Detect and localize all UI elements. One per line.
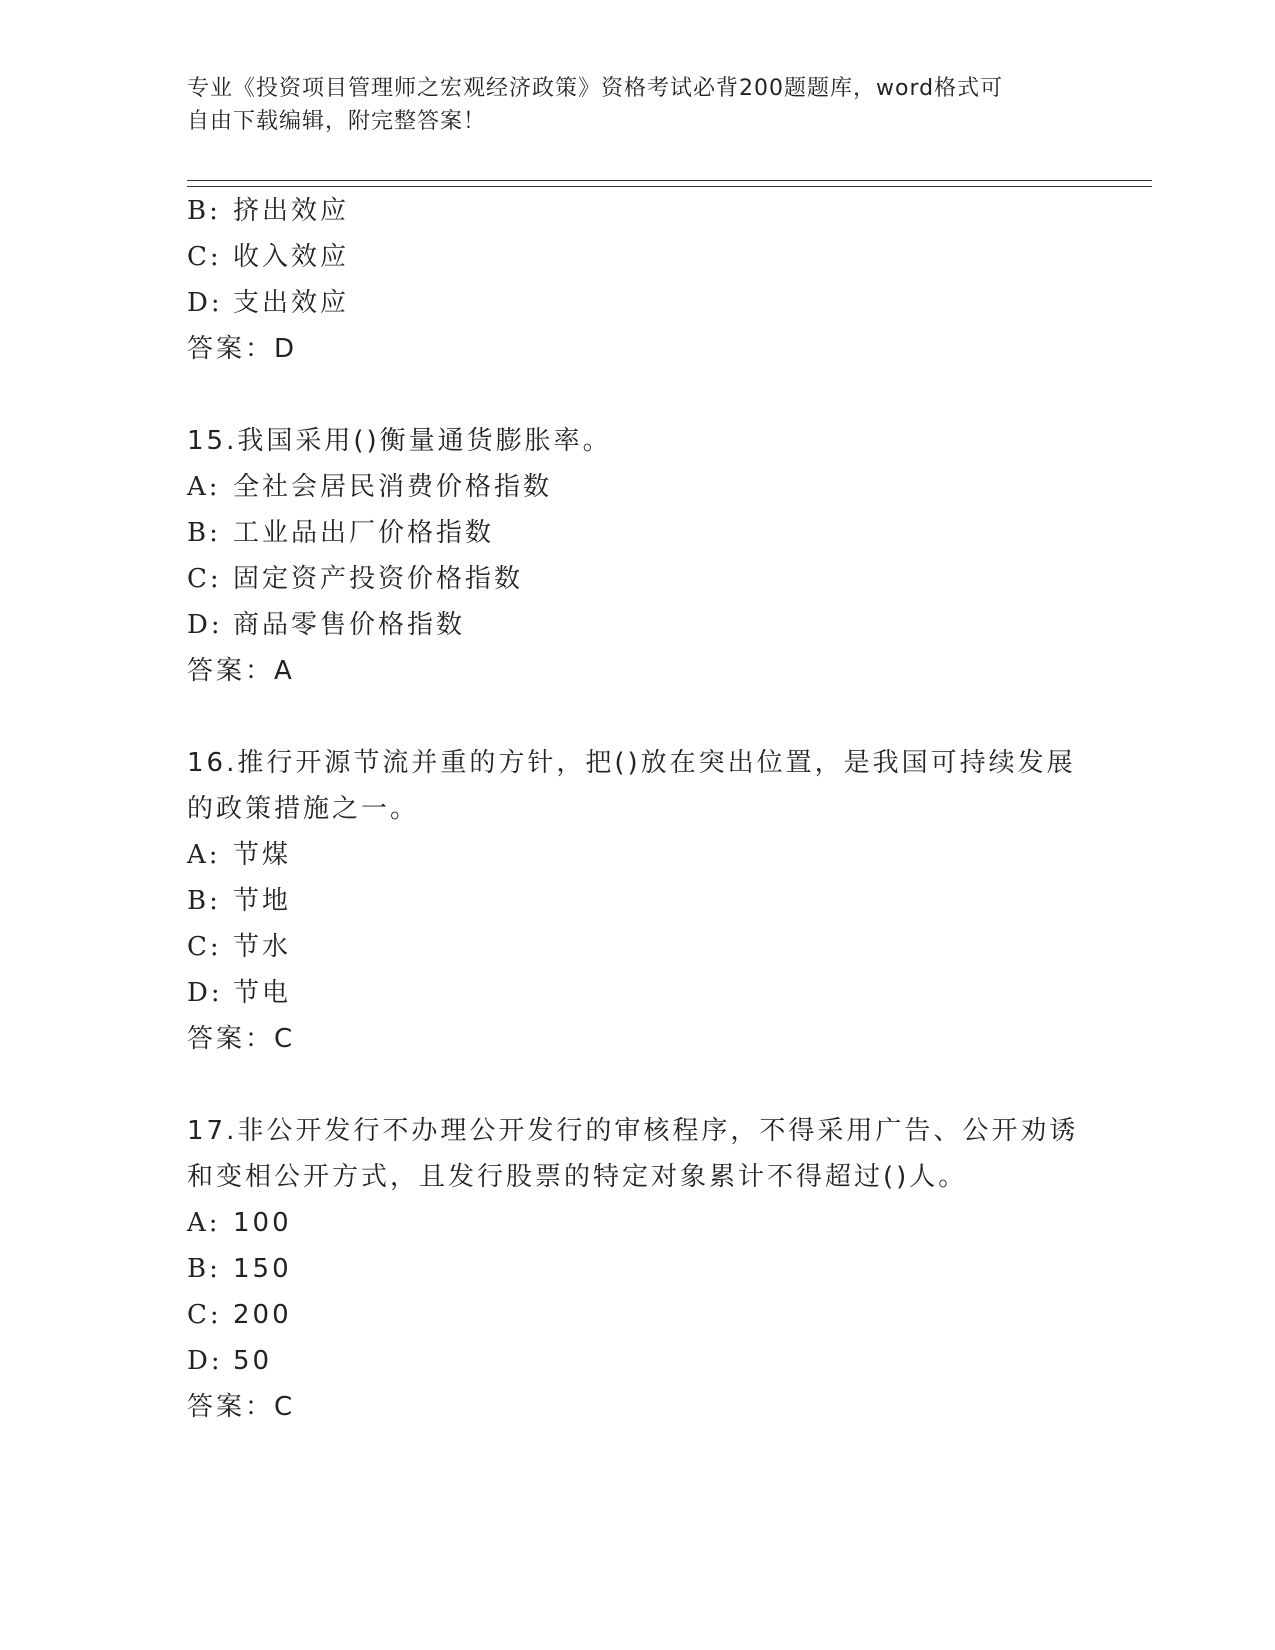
option-letter: B: — [187, 196, 221, 226]
option-a — [187, 464, 1087, 510]
header-rule-bottom — [187, 186, 1152, 187]
header-rule-top — [187, 180, 1152, 181]
question-list — [187, 188, 1087, 1430]
option-text: 节煤 — [233, 840, 292, 870]
question-partial — [187, 188, 1087, 372]
answer-line: 答案：A — [187, 656, 295, 686]
option-text: 固定资产投资价格指数 — [233, 564, 524, 594]
option-b — [187, 188, 1087, 234]
option-text: 商品零售价格指数 — [233, 610, 466, 640]
option-letter: B: — [187, 518, 221, 548]
option-letter: B: — [187, 1254, 221, 1284]
answer-line: 答案：C — [187, 1392, 296, 1422]
option-text: 全社会居民消费价格指数 — [233, 472, 553, 502]
option-text: 节水 — [233, 932, 292, 962]
option-letter: C: — [187, 1300, 222, 1330]
option-c — [187, 234, 1087, 280]
option-text: 工业品出厂价格指数 — [233, 518, 495, 548]
question-15 — [187, 418, 1087, 694]
option-d — [187, 280, 1087, 326]
option-letter: D: — [187, 978, 223, 1008]
option-b — [187, 510, 1087, 556]
question-17 — [187, 1108, 1087, 1430]
page-header — [187, 72, 1067, 138]
option-b — [187, 1246, 1087, 1292]
option-b — [187, 878, 1087, 924]
option-text: 节地 — [233, 886, 292, 916]
option-text: 150 — [233, 1254, 292, 1284]
option-letter: C: — [187, 242, 222, 272]
question-stem-line-1: 16.推行开源节流并重的方针，把()放在突出位置，是我国可持续发展 — [187, 748, 1076, 778]
option-d — [187, 970, 1087, 1016]
option-a — [187, 1200, 1087, 1246]
option-c — [187, 1292, 1087, 1338]
header-line-1: 专业《投资项目管理师之宏观经济政策》资格考试必背200题题库，word格式可 — [187, 76, 1004, 101]
option-d — [187, 1338, 1087, 1384]
option-text: 收入效应 — [233, 242, 350, 272]
option-letter: A: — [187, 472, 221, 502]
option-text: 挤出效应 — [233, 196, 350, 226]
question-stem-line-1: 17.非公开发行不办理公开发行的审核程序，不得采用广告、公开劝诱 — [187, 1116, 1079, 1146]
option-letter: D: — [187, 288, 223, 318]
option-letter: C: — [187, 564, 222, 594]
answer-line: 答案：D — [187, 334, 298, 364]
option-text: 200 — [233, 1300, 292, 1330]
option-letter: C: — [187, 932, 222, 962]
answer-line: 答案：C — [187, 1024, 296, 1054]
option-a — [187, 832, 1087, 878]
option-text: 节电 — [233, 978, 292, 1008]
question-16 — [187, 740, 1087, 1062]
question-stem: 15.我国采用()衡量通货膨胀率。 — [187, 426, 612, 456]
header-line-2: 自由下载编辑，附完整答案！ — [187, 109, 487, 134]
question-stem-line-2: 和变相公开方式，且发行股票的特定对象累计不得超过()人。 — [187, 1162, 968, 1192]
question-stem-line-2: 的政策措施之一。 — [187, 794, 420, 824]
option-letter: A: — [187, 1208, 221, 1238]
option-letter: A: — [187, 840, 221, 870]
option-c — [187, 924, 1087, 970]
option-letter: D: — [187, 610, 223, 640]
option-letter: B: — [187, 886, 221, 916]
option-letter: D: — [187, 1346, 223, 1376]
option-text: 100 — [233, 1208, 292, 1238]
option-d — [187, 602, 1087, 648]
option-text: 支出效应 — [233, 288, 350, 318]
option-text: 50 — [233, 1346, 273, 1376]
option-c — [187, 556, 1087, 602]
